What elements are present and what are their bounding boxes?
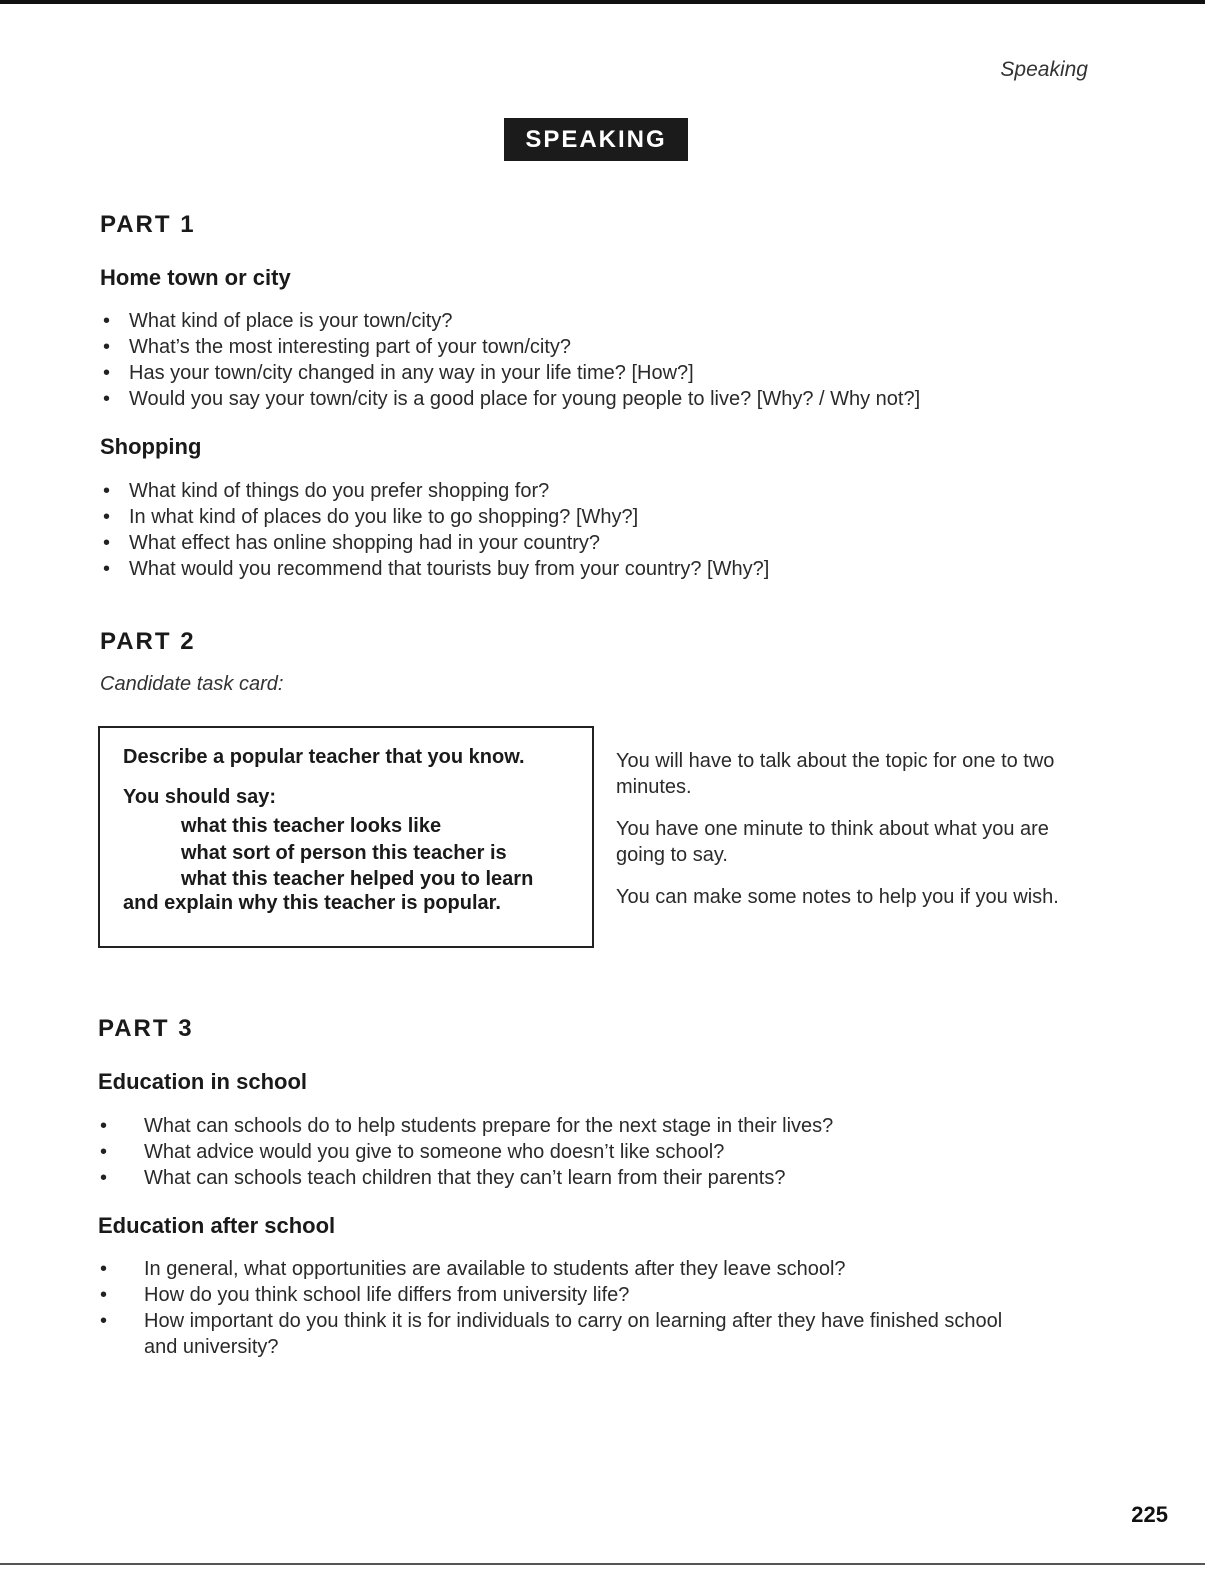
question-item: • Has your town/city changed in any way in your life time? [How?] — [101, 360, 1101, 386]
instruction-paragraph: You have one minute to think about what you are going to say. — [616, 818, 1049, 866]
top-rule — [0, 0, 1205, 4]
question-item: • How important do you think it is for individuals to carry on learning after they have finished school and university? — [98, 1308, 1038, 1360]
question-item: • What advice would you give to someone who doesn’t like school? — [98, 1139, 1098, 1165]
question-item: • What can schools teach children that they can’t learn from their parents? — [98, 1165, 1098, 1191]
question-list — [98, 1113, 1098, 1191]
question-list — [101, 478, 1101, 582]
question-item: • In what kind of places do you like to go shopping? [Why?] — [101, 504, 1101, 530]
instruction-paragraph: You will have to talk about the topic for one to two minutes. — [616, 750, 1055, 798]
task-card-points — [181, 813, 533, 893]
task-card-point: what this teacher looks like — [181, 815, 442, 837]
page-number: 225 — [1131, 1502, 1168, 1527]
section-banner: SPEAKING — [504, 118, 688, 161]
part-2-title: PART 2 — [100, 628, 196, 655]
part-3-title: PART 3 — [98, 1015, 194, 1042]
task-card-main: Describe a popular teacher that you know. — [123, 746, 525, 768]
task-card — [98, 726, 594, 948]
task-card-intro: Candidate task card: — [100, 673, 284, 695]
topic-heading: Education in school — [98, 1069, 308, 1094]
question-item: • What effect has online shopping had in your country? — [101, 530, 1101, 556]
task-instructions — [616, 748, 1066, 926]
task-card-final: and explain why this teacher is popular. — [123, 892, 501, 914]
topic-heading: Education after school — [98, 1213, 336, 1238]
topic-heading: Shopping — [100, 434, 202, 459]
bottom-rule — [0, 1563, 1205, 1565]
part-1-title: PART 1 — [100, 211, 196, 238]
question-list — [98, 1256, 1038, 1360]
question-item: • What kind of things do you prefer shopping for? — [101, 478, 1101, 504]
topic-heading: Home town or city — [100, 265, 291, 290]
question-list — [101, 308, 1101, 412]
question-item: • Would you say your town/city is a good place for young people to live? [Why? / Why not?] — [101, 386, 1101, 412]
task-card-prompt: You should say: — [123, 786, 276, 808]
instruction-paragraph: You can make some notes to help you if you wish. — [616, 886, 1059, 908]
question-item: • What can schools do to help students prepare for the next stage in their lives? — [98, 1113, 1098, 1139]
question-item: • What’s the most interesting part of your town/city? — [101, 334, 1101, 360]
question-item: • What kind of place is your town/city? — [101, 308, 1101, 334]
task-card-point: what this teacher helped you to learn — [181, 868, 534, 890]
question-item: • What would you recommend that tourists buy from your country? [Why?] — [101, 556, 1101, 582]
question-item: • In general, what opportunities are available to students after they leave school? — [98, 1256, 1038, 1282]
question-item: • How do you think school life differs from university life? — [98, 1282, 1038, 1308]
running-head: Speaking — [1000, 58, 1088, 81]
task-card-point: what sort of person this teacher is — [181, 841, 507, 864]
